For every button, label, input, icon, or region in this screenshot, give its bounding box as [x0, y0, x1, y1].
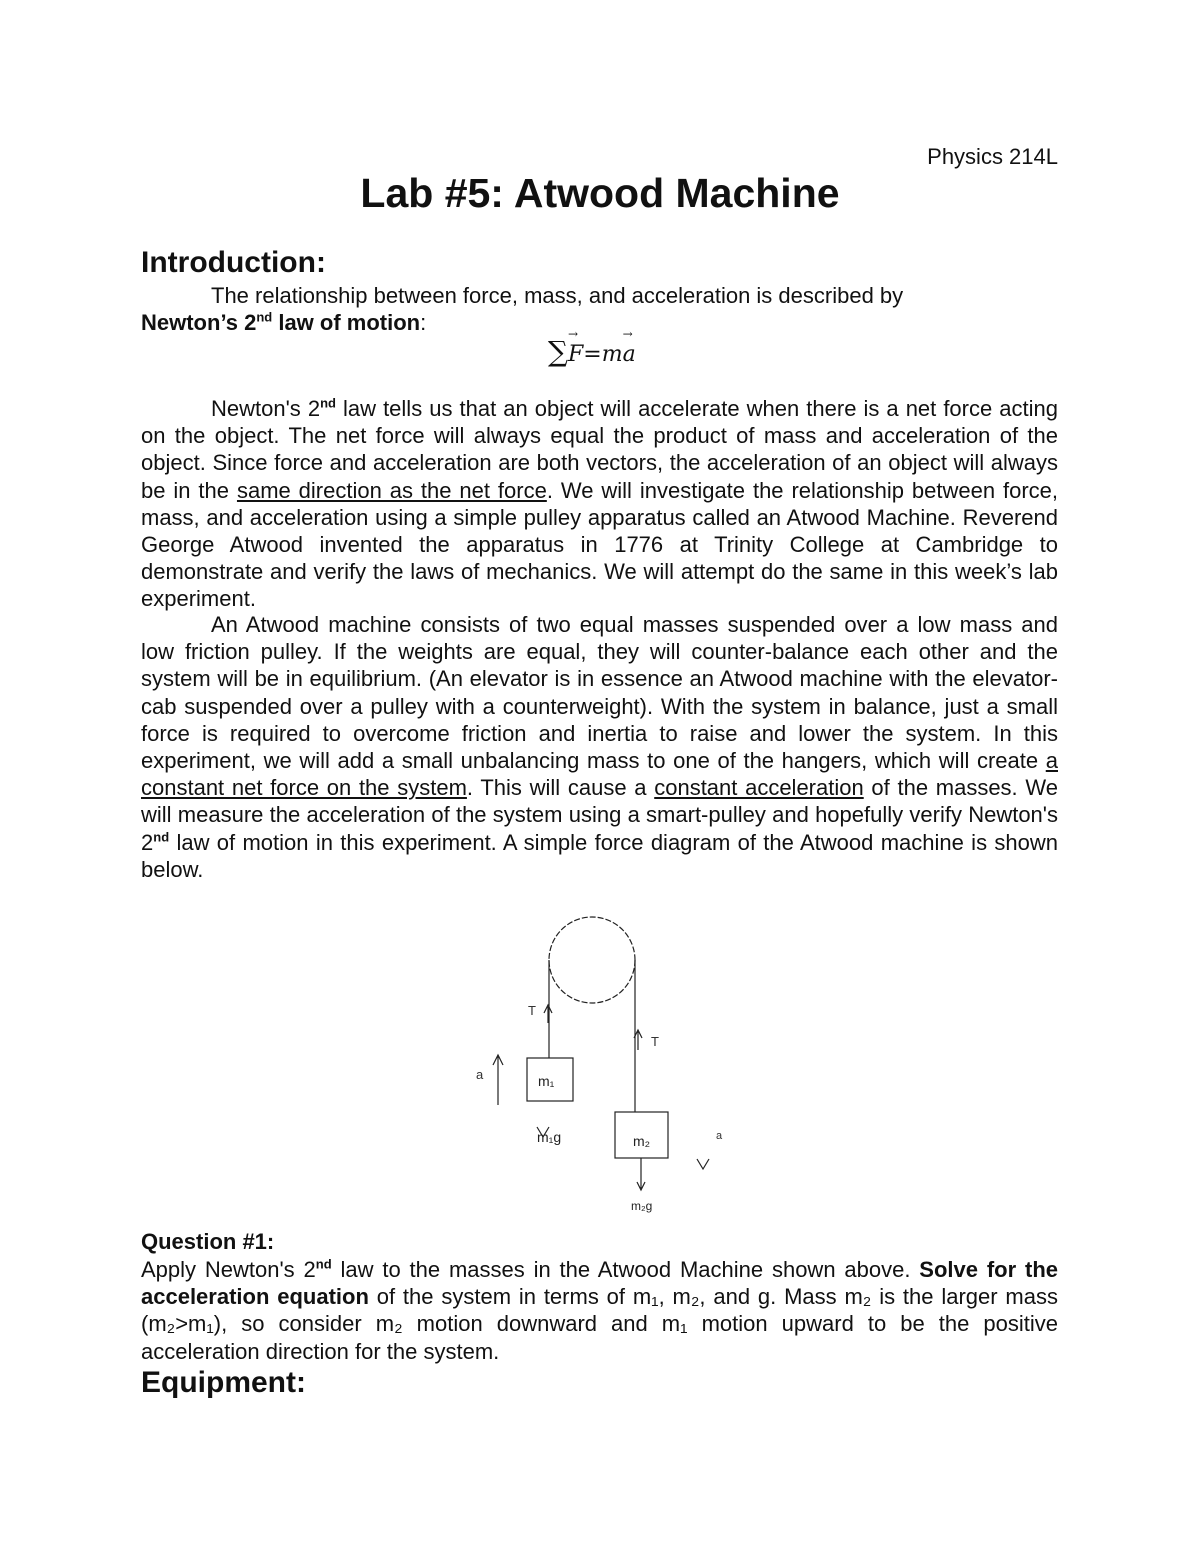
mass-2-label: m₂: [633, 1133, 651, 1149]
weight-arrow-m2: [637, 1158, 645, 1190]
intro-p1-text: The relationship between force, mass, and acceleration is described by: [211, 283, 904, 308]
atwood-diagram: [465, 905, 745, 1225]
mass-1-label: m₁: [538, 1073, 555, 1089]
question-1-text: Apply Newton's 2nd law to the masses in the Atwood Machine shown above. Solve for the acceleration equation of the system in terms of m₁, m₂, and g. Mass m₂ is the larger mass (m₂>m₁), so consider m₂ motion downward and m₁ motion upward to be the positive acceleration direction for the system.: [141, 1256, 1058, 1364]
page-title: Lab #5: Atwood Machine: [360, 170, 840, 216]
newton-equation: ∑→ F=m→ a: [548, 335, 636, 368]
equipment-heading: Equipment:: [141, 1366, 306, 1399]
accel-arrow-right: [697, 1159, 709, 1169]
introduction-heading: Introduction:: [141, 246, 326, 279]
newton-law-name: Newton’s 2nd law of motion: [141, 309, 421, 335]
accel-label-left: a: [476, 1067, 484, 1082]
underlined-net-force: same direction as the net force: [236, 477, 547, 503]
accel-label-right: a: [716, 1130, 723, 1142]
question-1-heading: Question #1:: [141, 1229, 275, 1254]
intro-paragraph-1: [141, 282, 1058, 309]
tension-label-left: T: [528, 1003, 536, 1018]
intro-paragraph-3: An Atwood machine consists of two equal masses suspended over a low mass and low friction pulley. If the weights are equal, they will counter-balance each other and the system will be in equilibrium. (An elevator is in essence an Atwood machine with the elevator-cab suspended over a pulley with a counterweight). With the system in balance, just a small force is required to overcome friction and inertia to raise and lower the system. In this experiment, we will add a small unbalancing mass to one of the hangers, which will create a constant net force on the system. This will cause a constant acceleration of the masses. We will measure the acceleration of the system using a smart-pulley and hopefully verify Newton's 2nd law of motion in this experiment. A simple force diagram of the Atwood machine is shown below.: [141, 612, 1058, 882]
tension-label-right: T: [651, 1034, 659, 1049]
tension-arrow-left: [544, 1005, 552, 1023]
pulley-wheel: [549, 917, 635, 1003]
question-1-emphasis: Solve for the acceleration equation: [141, 1257, 1058, 1310]
underlined-constant-acceleration: constant acceleration: [654, 775, 864, 801]
underlined-constant-net-force: a constant net force on the system: [141, 748, 1058, 801]
intro-paragraph-1-law: Newton’s 2nd law of motion:: [141, 309, 427, 335]
intro-paragraph-2: Newton's 2nd law tells us that an object will accelerate when there is a net force acting on the object. The net force will always equal the product of mass and acceleration of the object. Since force and acceleration are both vectors, the acceleration of an object will always be in the same direction as the net force. We will investigate the relationship between force, mass, and acceleration using a simple pulley apparatus called an Atwood Machine. Reverend George Atwood invented the apparatus in 1776 at Trinity College at Cambridge to demonstrate and verify the laws of mechanics. We will attempt do the same in this week’s lab experiment.: [141, 395, 1059, 612]
weight-label-m2: m₂g: [631, 1199, 653, 1213]
course-label: Physics 214L: [927, 144, 1058, 169]
accel-arrow-left: [493, 1055, 503, 1105]
weight-label-m1: m₁g: [537, 1129, 562, 1145]
